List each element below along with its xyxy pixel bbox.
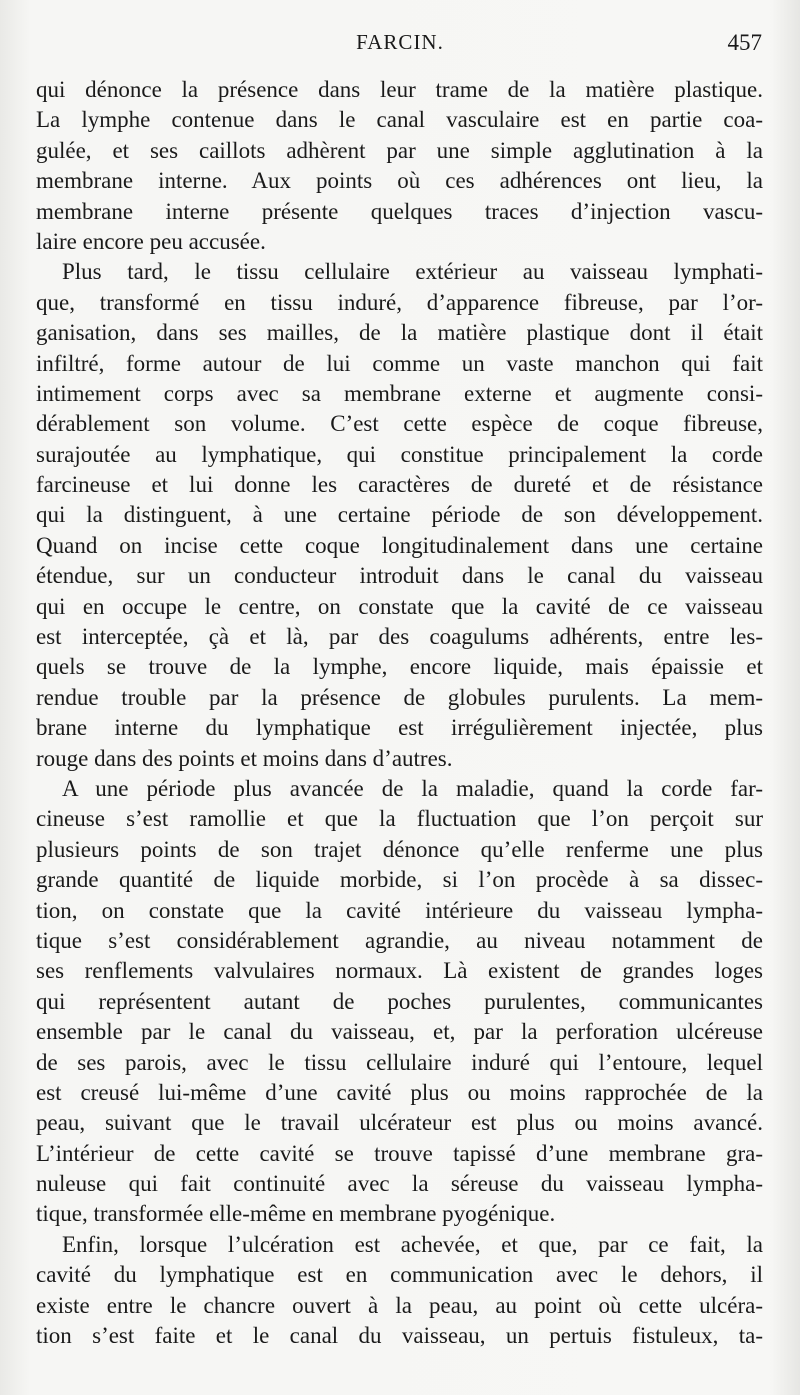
text-line: brane interne du lymphatique est irrégulièrement injectée, plus [36,715,763,741]
text-line: de ses parois, avec le tissu cellulaire induré qui l’entoure, lequel [36,1049,763,1075]
text-line: peau, suivant que le travail ulcérateur est plus ou moins avancé. [36,1110,763,1136]
text-line: rendue trouble par la présence de globules purulents. La mem- [36,684,763,710]
text-line: La lymphe contenue dans le canal vasculaire est en partie coa- [36,107,763,133]
page-header [36,30,764,60]
text-line: existe entre le chancre ouvert à la peau, au point où cette ulcéra- [36,1292,763,1318]
text-line: qui dénonce la présence dans leur trame de la matière plastique. [36,77,763,102]
text-line: Plus tard, le tissu cellulaire extérieur au vaisseau lymphati- [62,259,763,285]
text-line: qui en occupe le centre, on constate que la cavité de ce vaisseau [36,593,763,619]
text-line: tion s’est faite et le canal du vaisseau, un pertuis fistuleux, ta- [36,1323,763,1349]
text-line: tion, on constate que la cavité intérieure du vaisseau lympha- [36,897,763,923]
text-line: infiltré, forme autour de lui comme un vaste manchon qui fait [36,350,763,376]
text-line: rouge dans des points et moins dans d’autres. [36,745,453,771]
text-line: est creusé lui-même d’une cavité plus ou moins rapprochée de la [36,1079,763,1105]
text-line: ses renflements valvulaires normaux. Là existent de grandes loges [36,958,763,984]
paragraph [36,1230,763,1352]
paragraph [36,257,763,774]
text-line: ganisation, dans ses mailles, de la matière plastique dont il était [36,320,763,346]
text-line: que, transformé en tissu induré, d’apparence fibreuse, par l’or- [36,289,763,315]
text-line: qui représentent autant de poches purulentes, communicantes [36,988,763,1014]
text-line: L’intérieur de cette cavité se trouve tapissé d’une membrane gra- [36,1140,763,1166]
body-text [36,75,763,1351]
text-line: cavité du lymphatique est en communication avec le dehors, il [36,1262,763,1288]
running-title: FARCIN. [356,30,444,54]
text-line: nuleuse qui fait continuité avec la séreuse du vaisseau lympha- [36,1171,763,1197]
text-line: tique s’est considérablement agrandie, au niveau notamment de [36,927,763,953]
text-line: dérablement son volume. C’est cette espèce de coque fibreuse, [36,411,763,437]
text-line: plusieurs points de son trajet dénonce qu’elle renferme une plus [36,836,763,862]
text-line: gulée, et ses caillots adhèrent par une simple agglutination à la [36,137,763,163]
text-line: ensemble par le canal du vaisseau, et, par la perforation ulcéreuse [36,1019,763,1045]
text-line: A une période plus avancée de la maladie, quand la corde far- [62,775,763,801]
paragraph [36,75,763,257]
text-line: laire encore peu accusée. [36,228,266,254]
text-line: farcineuse et lui donne les caractères de dureté et de résistance [36,472,763,498]
paragraph [36,774,763,1230]
page-number: 457 [727,30,762,55]
text-line: grande quantité de liquide morbide, si l’on procède à sa dissec- [36,867,763,893]
text-line: Enfin, lorsque l’ulcération est achevée, et que, par ce fait, la [62,1231,763,1257]
text-line: est interceptée, çà et là, par des coagulums adhérents, entre les- [36,624,763,650]
text-line: étendue, sur un conducteur introduit dans le canal du vaisseau [36,563,763,589]
text-line: membrane interne présente quelques traces d’injection vascu- [36,198,763,224]
text-line: tique, transformée elle-même en membrane pyogénique. [36,1201,556,1227]
text-line: surajoutée au lymphatique, qui constitue principalement la corde [36,441,763,467]
text-line: Quand on incise cette coque longitudinalement dans une certaine [36,532,763,558]
text-line: qui la distinguent, à une certaine période de son développement. [36,502,763,528]
text-line: intimement corps avec sa membrane externe et augmente consi- [36,380,763,406]
text-line: membrane interne. Aux points où ces adhérences ont lieu, la [36,168,763,194]
text-line: cineuse s’est ramollie et que la fluctuation que l’on perçoit sur [36,806,763,832]
text-line: quels se trouve de la lymphe, encore liquide, mais épaissie et [36,654,763,680]
